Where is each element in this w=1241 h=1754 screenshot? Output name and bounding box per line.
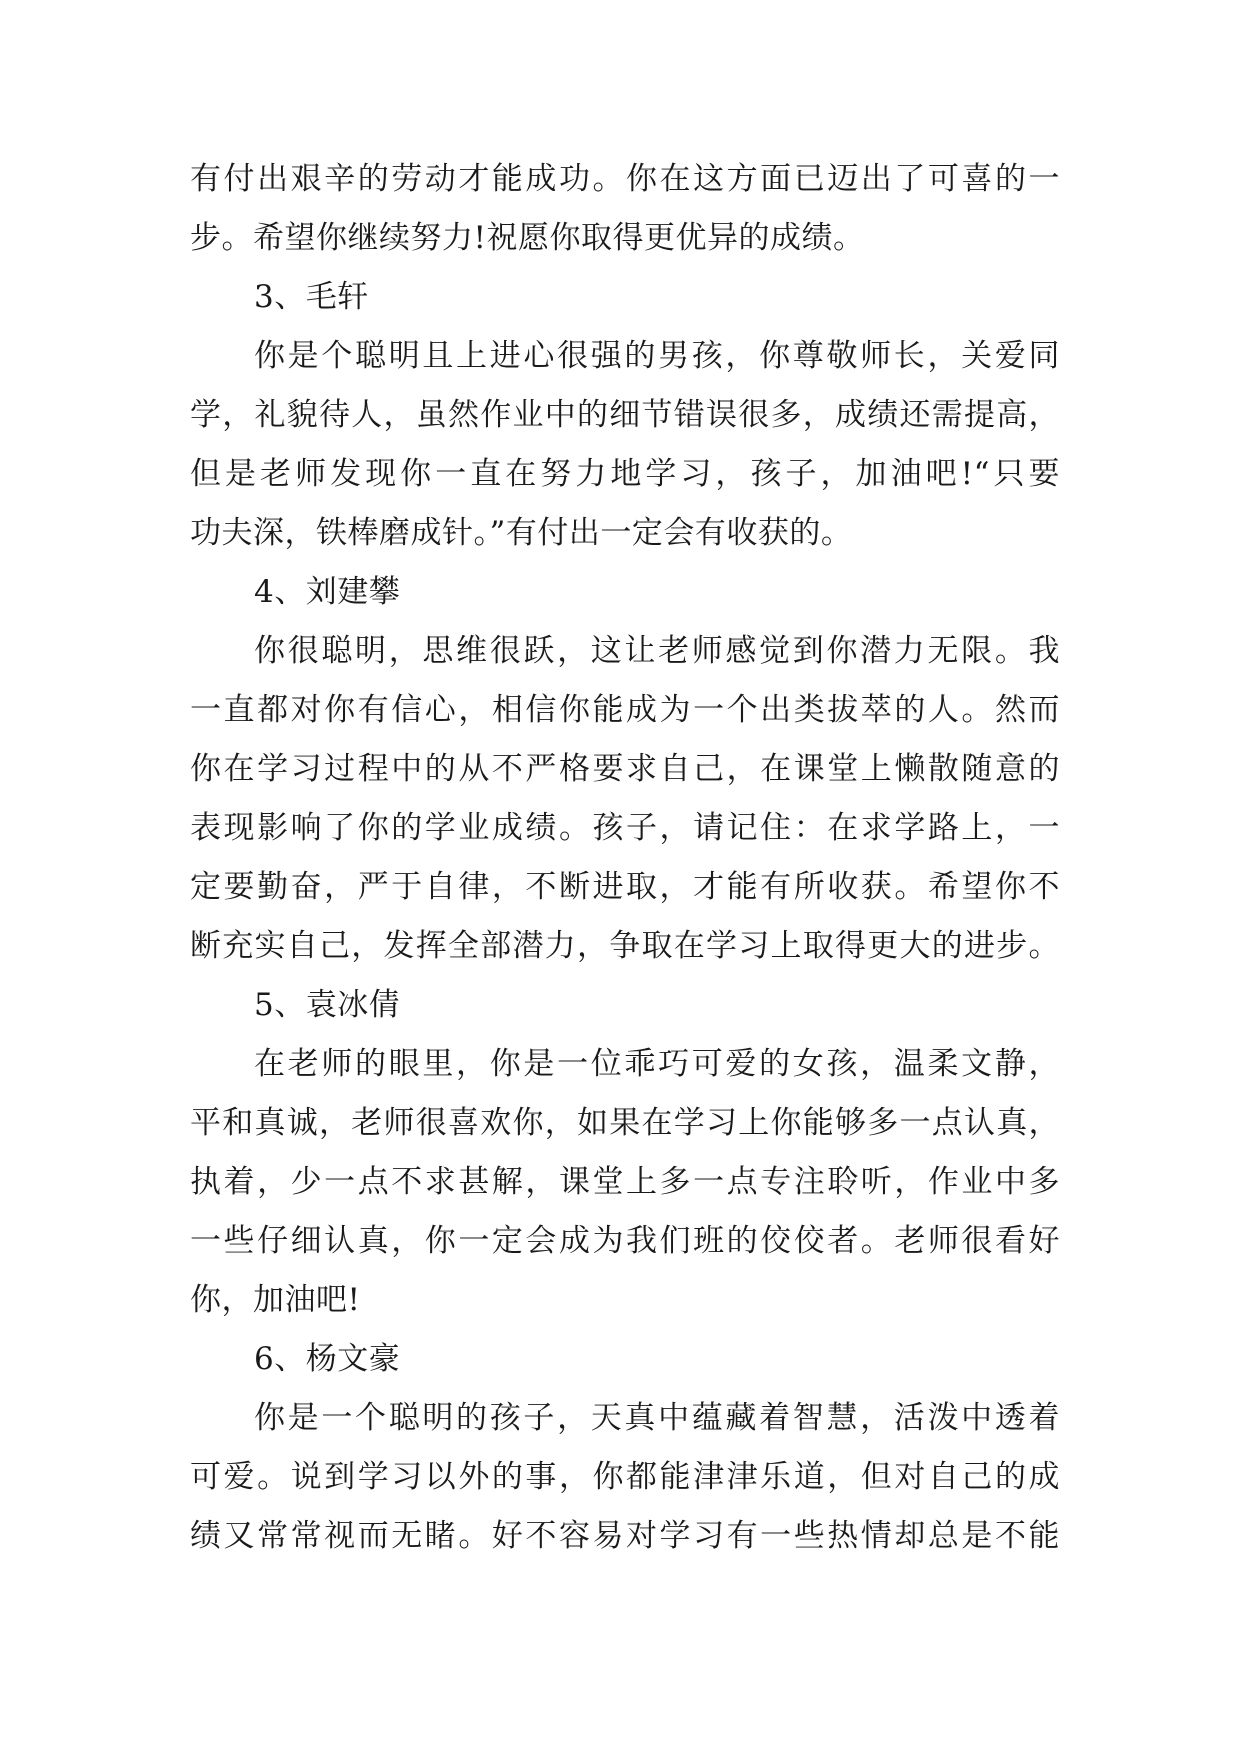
paragraph-line: 你是个聪明且上进心很强的男孩，你尊敬师长，关爱同 (254, 338, 1060, 374)
paragraph-line: 步。希望你继续努力!祝愿你取得更优异的成绩。 (190, 220, 865, 256)
paragraph-line: 你在学习过程中的从不严格要求自己，在课堂上懒散随意的 (190, 751, 1060, 787)
paragraph-line: 你是一个聪明的孩子，天真中蕴藏着智慧，活泼中透着 (254, 1400, 1060, 1436)
paragraph-line: 在老师的眼里，你是一位乖巧可爱的女孩，温柔文静， (254, 1046, 1060, 1082)
paragraph-line: 可爱。说到学习以外的事，你都能津津乐道，但对自己的成 (190, 1459, 1060, 1495)
paragraph-line: 功夫深，铁棒磨成针。”有付出一定会有收获的。 (190, 515, 853, 551)
section-heading: 3、毛轩 (254, 279, 369, 315)
paragraph-line: 执着，少一点不求甚解，课堂上多一点专注聆听，作业中多 (190, 1164, 1060, 1200)
paragraph-line: 绩又常常视而无睹。好不容易对学习有一些热情却总是不能 (190, 1518, 1060, 1554)
paragraph-line: 一直都对你有信心，相信你能成为一个出类拔萃的人。然而 (190, 692, 1060, 728)
paragraph-line: 但是老师发现你一直在努力地学习，孩子，加油吧!“只要 (190, 456, 1060, 492)
paragraph-line: 平和真诚，老师很喜欢你，如果在学习上你能够多一点认真， (190, 1105, 1060, 1141)
paragraph-line: 你很聪明，思维很跃，这让老师感觉到你潜力无限。我 (254, 633, 1060, 669)
paragraph-line: 学，礼貌待人，虽然作业中的细节错误很多，成绩还需提高， (190, 397, 1060, 433)
paragraph-line: 表现影响了你的学业成绩。孩子，请记住：在求学路上，一 (190, 810, 1060, 846)
section-heading: 6、杨文豪 (254, 1341, 401, 1377)
paragraph-line: 你，加油吧! (190, 1282, 361, 1318)
paragraph-line: 有付出艰辛的劳动才能成功。你在这方面已迈出了可喜的一 (190, 161, 1060, 197)
section-heading: 4、刘建攀 (254, 574, 401, 610)
paragraph-line: 一些仔细认真，你一定会成为我们班的佼佼者。老师很看好 (190, 1223, 1060, 1259)
document-body (190, 150, 1060, 1566)
paragraph-line: 定要勤奋，严于自律，不断进取，才能有所收获。希望你不 (190, 869, 1060, 905)
section-heading: 5、袁冰倩 (254, 987, 401, 1023)
paragraph-line: 断充实自己，发挥全部潜力，争取在学习上取得更大的进步。 (190, 928, 1060, 964)
